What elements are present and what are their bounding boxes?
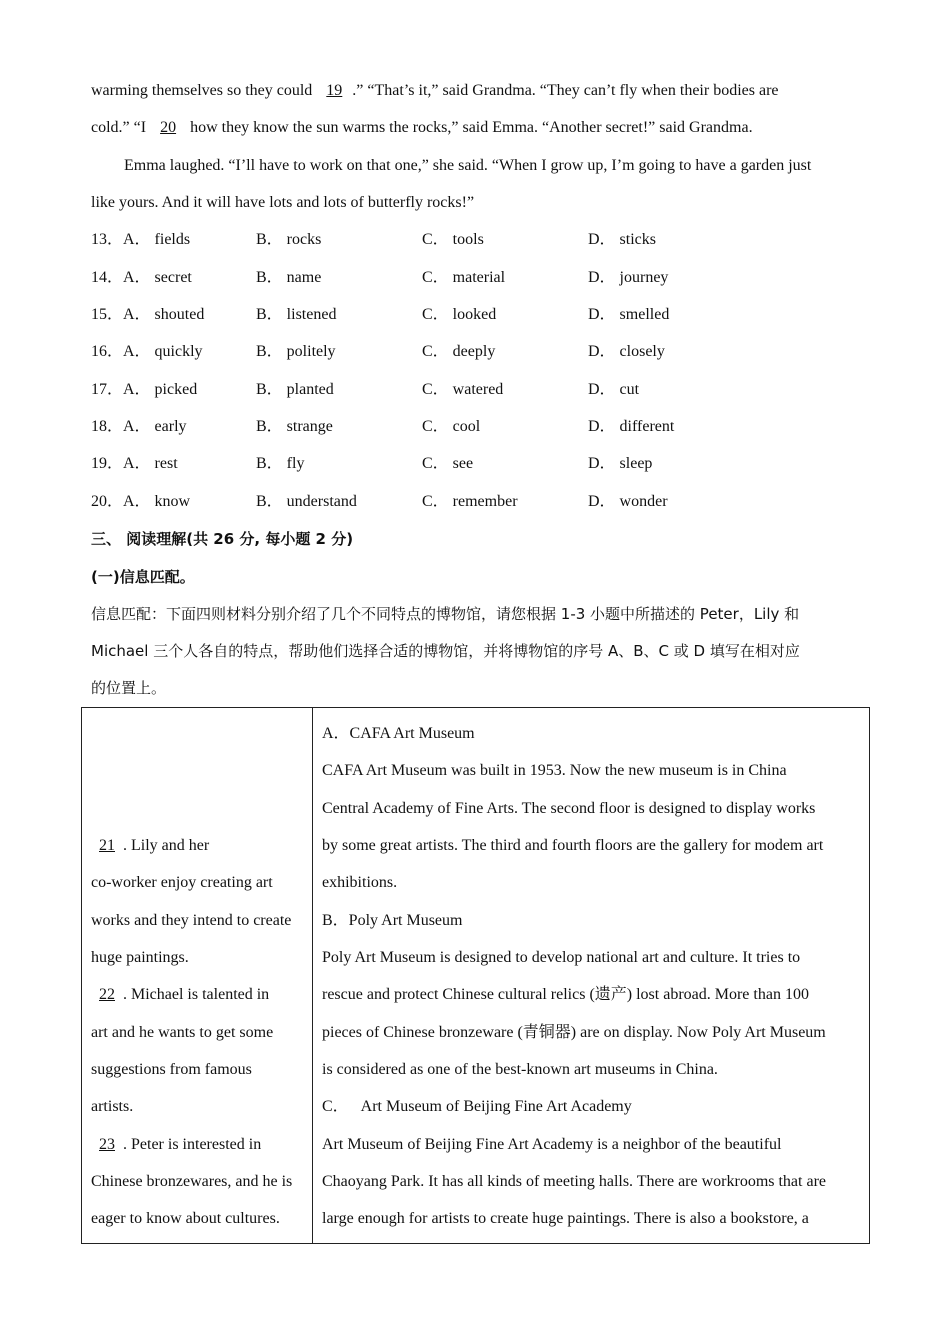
blank-19[interactable]: 19: [326, 82, 343, 99]
museum-a-line-2: Central Academy of Fine Arts. The second floor is designed to display works: [322, 800, 816, 817]
blank-20[interactable]: 20: [160, 119, 177, 136]
option-d[interactable]: D． wonder: [588, 493, 668, 510]
option-c[interactable]: C． deeply: [422, 343, 496, 360]
blank-23[interactable]: 23: [99, 1136, 115, 1153]
option-a[interactable]: A． early: [123, 418, 187, 435]
people-column: [82, 708, 313, 1244]
option-b[interactable]: B． politely: [256, 343, 336, 360]
option-b[interactable]: B． name: [256, 269, 322, 286]
option-b[interactable]: B． planted: [256, 381, 334, 398]
q22-line-3: suggestions from famous: [91, 1061, 252, 1078]
option-b[interactable]: B． fly: [256, 455, 305, 472]
museum-b-line-2: rescue and protect Chinese cultural relics (遗产) lost abroad. More than 100: [322, 986, 809, 1003]
blank-22[interactable]: 22: [99, 986, 115, 1003]
section-subheading: (一)信息匹配。: [91, 568, 195, 586]
museum-a-line-3: by some great artists. The third and fourth floors are the gallery for modem art: [322, 837, 824, 854]
passage-line-2: cold.” “I 20 how they know the sun warms the rocks,” said Emma. “Another secret!” said Grandma.: [91, 119, 753, 136]
passage-line-4: like yours. And it will have lots and lots of butterfly rocks!”: [91, 194, 475, 211]
option-c[interactable]: C． tools: [422, 231, 484, 248]
option-d[interactable]: D． cut: [588, 381, 640, 398]
question-number: 20．: [91, 493, 124, 510]
option-a[interactable]: A． shouted: [123, 306, 205, 323]
option-d[interactable]: D． smelled: [588, 306, 670, 323]
question-number: 13．: [91, 231, 124, 248]
question-number: 19．: [91, 455, 124, 472]
option-a[interactable]: A． secret: [123, 269, 192, 286]
q23-line-2: Chinese bronzewares, and he is: [91, 1173, 293, 1190]
q21-line-3: works and they intend to create: [91, 912, 292, 929]
option-d[interactable]: D． sleep: [588, 455, 653, 472]
option-c[interactable]: C． watered: [422, 381, 504, 398]
option-d[interactable]: D． journey: [588, 269, 669, 286]
museum-c-line-3: large enough for artists to create huge paintings. There is also a bookstore, a: [322, 1210, 809, 1227]
instruction-line-3: 的位置上。: [91, 679, 167, 697]
option-c[interactable]: C． see: [422, 455, 474, 472]
blank-21[interactable]: 21: [99, 837, 115, 854]
question-number: 17．: [91, 381, 124, 398]
instruction-line-1: 信息匹配：下面四则材料分别介绍了几个不同特点的博物馆，请您根据 1-3 小题中所描述的 Peter，Lily 和: [91, 605, 800, 623]
option-a[interactable]: A． quickly: [123, 343, 203, 360]
instruction-line-2: Michael 三个人各自的特点，帮助他们选择合适的博物馆，并将博物馆的序号 A、B、C 或 D 填写在相对应: [91, 642, 800, 660]
museum-b-line-1: Poly Art Museum is designed to develop national art and culture. It tries to: [322, 949, 801, 966]
option-d[interactable]: D． closely: [588, 343, 665, 360]
museum-c-title: C． Art Museum of Beijing Fine Art Academy: [322, 1098, 632, 1115]
q22-line-2: art and he wants to get some: [91, 1024, 274, 1041]
option-c[interactable]: C． remember: [422, 493, 518, 510]
option-c[interactable]: C． looked: [422, 306, 497, 323]
option-b[interactable]: B． strange: [256, 418, 333, 435]
q21-line-1: 21 . Lily and her: [91, 836, 209, 856]
option-d[interactable]: D． different: [588, 418, 675, 435]
option-b[interactable]: B． listened: [256, 306, 337, 323]
option-d[interactable]: D． sticks: [588, 231, 657, 248]
option-a[interactable]: A． picked: [123, 381, 198, 398]
option-a[interactable]: A． rest: [123, 455, 178, 472]
museum-a-line-4: exhibitions.: [322, 874, 398, 891]
passage-line-3: Emma laughed. “I’ll have to work on that one,” she said. “When I grow up, I’m going to have a garden just: [124, 157, 812, 174]
option-b[interactable]: B． rocks: [256, 231, 322, 248]
museum-c-line-1: Art Museum of Beijing Fine Art Academy is a neighbor of the beautiful: [322, 1136, 782, 1153]
q21-line-2: co-worker enjoy creating art: [91, 874, 273, 891]
passage-line-1: warming themselves so they could 19 .” “That’s it,” said Grandma. “They can’t fly when their bodies are: [91, 82, 779, 99]
option-c[interactable]: C． material: [422, 269, 506, 286]
question-number: 15．: [91, 306, 124, 323]
museums-column: [313, 708, 870, 1244]
q23-line-1: 23 . Peter is interested in: [91, 1135, 261, 1155]
museum-b-title: B．Poly Art Museum: [322, 912, 463, 929]
option-c[interactable]: C． cool: [422, 418, 481, 435]
q22-line-1: 22 . Michael is talented in: [91, 985, 269, 1005]
question-number: 18．: [91, 418, 124, 435]
section-heading: 三、 阅读理解(共 26 分, 每小题 2 分): [91, 530, 354, 548]
q23-line-3: eager to know about cultures.: [91, 1210, 280, 1227]
q21-line-4: huge paintings.: [91, 949, 189, 966]
museum-b-line-4: is considered as one of the best-known art museums in China.: [322, 1061, 718, 1078]
museum-a-line-1: CAFA Art Museum was built in 1953. Now the new museum is in China: [322, 762, 787, 779]
museum-a-title: A．CAFA Art Museum: [322, 725, 475, 742]
question-number: 16．: [91, 343, 124, 360]
museum-c-line-2: Chaoyang Park. It has all kinds of meeting halls. There are workrooms that are: [322, 1173, 827, 1190]
option-a[interactable]: A． fields: [123, 231, 191, 248]
q22-line-4: artists.: [91, 1098, 134, 1115]
matching-table: [81, 707, 870, 1244]
option-b[interactable]: B． understand: [256, 493, 357, 510]
option-a[interactable]: A． know: [123, 493, 191, 510]
question-number: 14．: [91, 269, 124, 286]
museum-b-line-3: pieces of Chinese bronzeware (青铜器) are on display. Now Poly Art Museum: [322, 1024, 826, 1041]
